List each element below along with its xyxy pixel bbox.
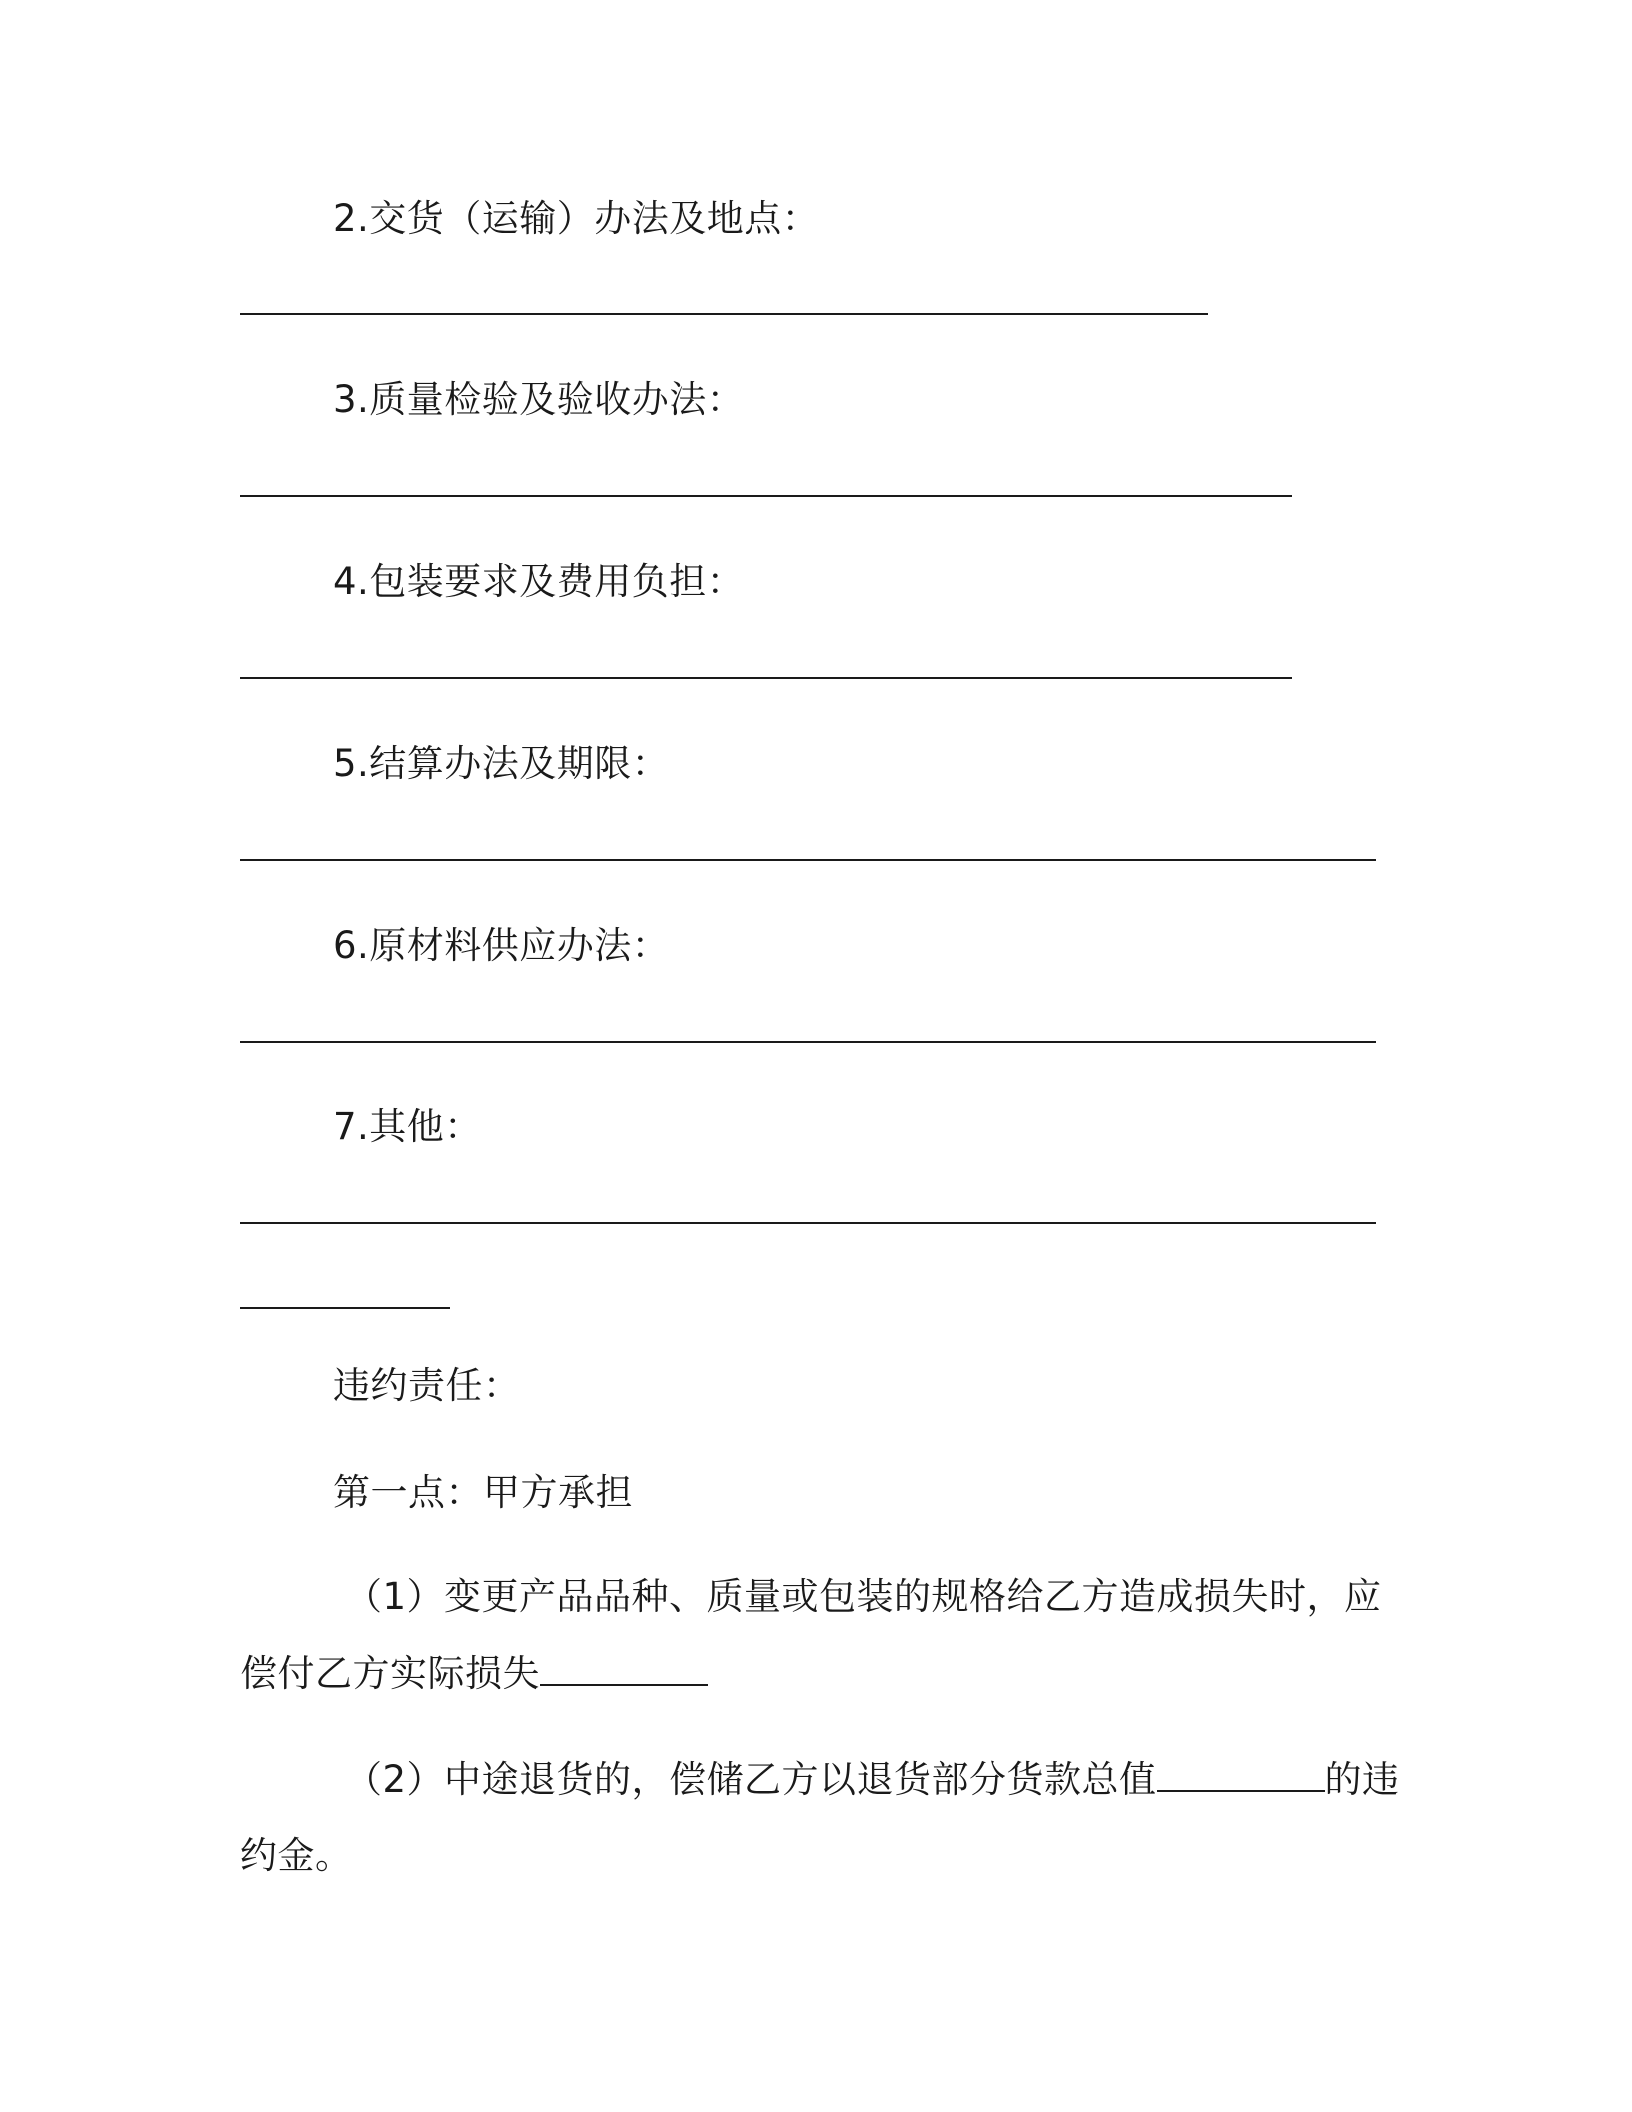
clause-2-blank xyxy=(1157,1760,1325,1792)
clause-1-text: 偿付乙方实际损失 xyxy=(240,1652,540,1695)
item-quality-blank xyxy=(240,495,1292,497)
item-other-blank-2 xyxy=(240,1307,450,1309)
item-packaging-blank xyxy=(240,677,1292,679)
item-quality-label: 3.质量检验及验收办法： xyxy=(333,378,745,421)
item-delivery-blank xyxy=(240,313,1208,315)
clause-2-line-2: 约金。 xyxy=(240,1834,353,1877)
clause-1-blank xyxy=(540,1654,708,1686)
liability-party-a: 第一点：甲方承担 xyxy=(333,1471,633,1514)
item-materials-blank xyxy=(240,1041,1376,1043)
liability-heading: 违约责任： xyxy=(333,1364,521,1407)
item-settlement-blank xyxy=(240,859,1376,861)
clause-2-text-part-2: 的违 xyxy=(1324,1758,1400,1801)
clause-2-text-part-1: （2）中途退货的，偿储乙方以退货部分货款总值 xyxy=(345,1758,1157,1801)
item-delivery-label: 2.交货（运输）办法及地点： xyxy=(333,197,820,240)
item-packaging-label: 4.包装要求及费用负担： xyxy=(333,560,745,603)
item-other-label: 7.其他： xyxy=(333,1105,482,1148)
item-settlement-label: 5.结算办法及期限： xyxy=(333,742,670,785)
clause-1-line-2 xyxy=(240,1652,708,1696)
clause-1-line-1: （1）变更产品品种、质量或包装的规格给乙方造成损失时，应 xyxy=(345,1575,1382,1618)
item-materials-label: 6.原材料供应办法： xyxy=(333,924,670,967)
clause-2-line-1 xyxy=(345,1758,1400,1802)
item-other-blank-1 xyxy=(240,1222,1376,1224)
